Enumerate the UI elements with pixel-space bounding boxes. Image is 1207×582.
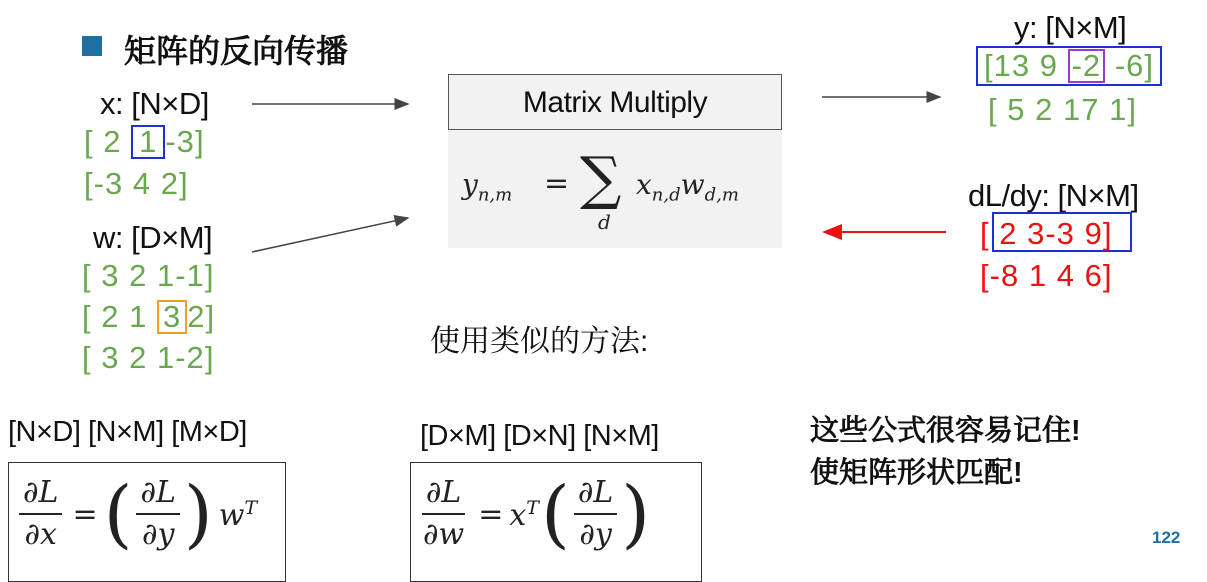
y-label: y: [N×M] — [1014, 10, 1127, 45]
matrix-multiply-box — [448, 74, 782, 130]
dy-cell: 2 — [999, 216, 1018, 251]
dw-lhs-fraction — [419, 473, 468, 555]
w-cell: 2 — [187, 299, 206, 334]
dw-mid: x — [509, 498, 527, 533]
formula-term-x: x — [636, 168, 652, 201]
y-cell: 5 — [1007, 92, 1026, 127]
dx-inner-num: ∂L — [136, 473, 179, 515]
formula-term-x-sub: n,d — [651, 184, 681, 206]
w-cell: -2 — [175, 340, 205, 375]
dw-inner-fraction — [574, 473, 617, 555]
sum-formula — [448, 130, 782, 248]
formula-equals: = — [544, 166, 570, 201]
dx-tail: w — [218, 498, 245, 533]
dx-open-paren: ( — [103, 471, 133, 557]
x-cell: 2 — [160, 166, 179, 201]
x-label: x: [N×D] — [100, 86, 209, 121]
w-row-2: [ 3 2 1-2] — [82, 340, 215, 375]
dx-inner-den: ∂y — [141, 517, 175, 552]
w-cell: -1 — [175, 258, 205, 293]
page-number: 122 — [1152, 528, 1181, 547]
w-cell: 1 — [156, 340, 176, 375]
dy-cell: 4 — [1056, 258, 1075, 293]
dx-close-paren: ) — [183, 471, 213, 557]
dw-open-paren: ( — [540, 471, 570, 557]
w-highlight-cell: 3 — [157, 300, 187, 334]
dx-equals: = — [72, 497, 98, 532]
dy-cell: 6 — [1084, 258, 1103, 293]
dw-lhs-den: ∂w — [423, 517, 465, 552]
dx-lhs-fraction — [19, 473, 62, 555]
dx-shapes: [N×D] [N×M] [M×D] — [8, 416, 247, 448]
dy-cell: 9 — [1084, 216, 1103, 251]
formula-term-w: w — [680, 168, 705, 201]
dw-close-paren: ) — [621, 471, 651, 557]
w-cell: 3 — [101, 340, 120, 375]
y-cell: 17 — [1062, 92, 1100, 127]
y-row-1: [ 5 2 17 1] — [988, 92, 1137, 127]
y-row-0: [13 9 -2 -6] — [984, 48, 1155, 83]
y-cell: 1 — [1109, 92, 1128, 127]
formula-term-w-sub: d,m — [704, 184, 739, 206]
dy-row-0: [ 2 3-3 9] — [980, 216, 1113, 251]
y-cell: 2 — [1035, 92, 1054, 127]
dw-mid-sup: T — [526, 497, 539, 519]
dw-equals: = — [478, 497, 504, 532]
y-highlight-cell: -2 — [1068, 49, 1106, 83]
x-cell: 2 — [103, 124, 122, 159]
dy-cell: -3 — [1045, 216, 1075, 251]
w-row-1: [ 2 1 3 2] — [82, 299, 216, 334]
dw-inner-num: ∂L — [574, 473, 617, 515]
w-cell: 3 — [101, 258, 120, 293]
w-row-0: [ 3 2 1-1] — [82, 258, 215, 293]
dw-formula-box — [410, 462, 702, 582]
note-line-2: 使矩阵形状匹配! — [810, 457, 1023, 489]
w-to-op-arrow — [252, 218, 408, 252]
x-row-0: [ 2 1 -3] — [84, 124, 205, 159]
note-line-1: 这些公式很容易记住! — [810, 415, 1081, 447]
matrix-multiply-label: Matrix Multiply — [522, 86, 708, 119]
w-cell: 2 — [129, 258, 148, 293]
dx-tail-sup: T — [244, 497, 258, 519]
dx-lhs-num: ∂L — [19, 473, 62, 515]
y-cell: -6 — [1114, 48, 1145, 83]
w-cell: 1 — [129, 299, 148, 334]
y-cell: 9 — [1039, 48, 1058, 83]
sum-symbol: ∑ — [580, 144, 622, 212]
y-cell: 13 — [993, 48, 1031, 83]
x-cell: 4 — [132, 166, 152, 201]
w-label: w: [D×M] — [93, 220, 213, 255]
w-cell: 2 — [101, 299, 120, 334]
w-cell: 1 — [156, 258, 176, 293]
dx-lhs-den: ∂x — [24, 517, 57, 552]
dw-shapes: [D×M] [D×N] [N×M] — [420, 420, 659, 452]
w-cell: 2 — [129, 340, 148, 375]
dy-row-1: [-8 1 4 6] — [980, 258, 1113, 293]
dy-cell: 1 — [1028, 258, 1048, 293]
sum-under: d — [598, 210, 611, 234]
x-cell: -3 — [165, 124, 195, 159]
dx-formula-box — [8, 462, 286, 582]
x-cell: -3 — [93, 166, 124, 201]
x-highlight-cell: 1 — [131, 125, 165, 159]
formula-lhs-sub: n,m — [477, 184, 513, 206]
dw-lhs-num: ∂L — [422, 473, 465, 515]
x-row-1: [-3 4 2] — [84, 166, 189, 201]
slide-title: 矩阵的反向传播 — [124, 33, 349, 69]
method-text: 使用类似的方法: — [430, 325, 649, 358]
dy-cell: -8 — [989, 258, 1020, 293]
dx-inner-fraction — [136, 473, 179, 555]
dw-inner-den: ∂y — [579, 517, 612, 552]
formula-lhs: y — [462, 168, 478, 201]
dy-label: dL/dy: [N×M] — [968, 178, 1139, 213]
dy-cell: 3 — [1027, 216, 1046, 251]
